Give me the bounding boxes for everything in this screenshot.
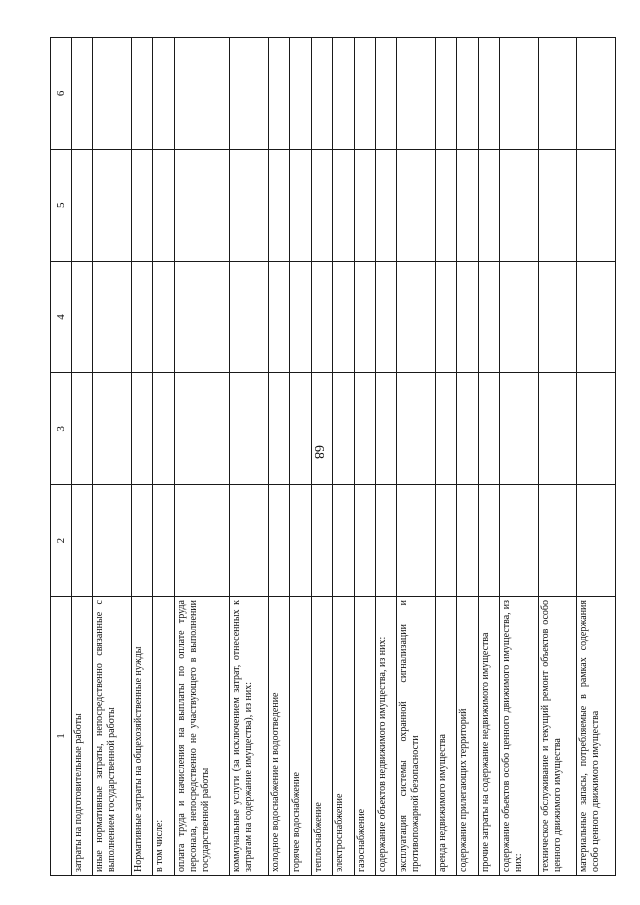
value-cell-col-5: [311, 149, 332, 261]
value-cell-col-3: [457, 373, 478, 485]
value-cell-col-5: [230, 149, 269, 261]
table-row: [478, 38, 499, 876]
value-cell-col-3: [500, 373, 539, 485]
value-cell-col-4: [478, 261, 499, 373]
table-row: [397, 38, 436, 876]
row-label: аренда недвижимого имущества: [435, 597, 456, 876]
cost-table: [50, 37, 616, 876]
value-cell-col-2: [93, 485, 132, 597]
value-cell-col-4: [397, 261, 436, 373]
row-label: прочие затраты на содержание недвижимого имущества: [478, 597, 499, 876]
value-cell-col-3: [290, 373, 311, 485]
value-cell-col-3: [354, 373, 375, 485]
value-cell-col-5: [577, 149, 616, 261]
value-cell-col-4: [376, 261, 397, 373]
value-cell-col-5: [376, 149, 397, 261]
value-cell-col-2: [131, 485, 152, 597]
table-row: [290, 38, 311, 876]
value-cell-col-6: [153, 38, 174, 150]
value-cell-col-5: [290, 149, 311, 261]
value-cell-col-6: [311, 38, 332, 150]
value-cell-col-3: [333, 373, 354, 485]
value-cell-col-6: [174, 38, 230, 150]
value-cell-col-6: [72, 38, 93, 150]
value-cell-col-5: [435, 149, 456, 261]
value-cell-col-4: [311, 261, 332, 373]
value-cell-col-2: [174, 485, 230, 597]
table-row: [376, 38, 397, 876]
value-cell-col-6: [230, 38, 269, 150]
value-cell-col-6: [500, 38, 539, 150]
value-cell-col-5: [354, 149, 375, 261]
column-header-1: 1: [51, 597, 72, 876]
column-header-6: 6: [51, 38, 72, 150]
value-cell-col-3: [376, 373, 397, 485]
value-cell-col-4: [268, 261, 289, 373]
value-cell-col-3: [72, 373, 93, 485]
table-row: [153, 38, 174, 876]
value-cell-col-4: [153, 261, 174, 373]
value-cell-col-2: [538, 485, 577, 597]
table-row: [333, 38, 354, 876]
value-cell-col-6: [268, 38, 289, 150]
row-label: содержание объектов особо ценного движимого имущества, из них:: [500, 597, 539, 876]
value-cell-col-5: [538, 149, 577, 261]
value-cell-col-2: [333, 485, 354, 597]
table-row: [311, 38, 332, 876]
table-row: [500, 38, 539, 876]
table-row: [435, 38, 456, 876]
page-number: 68: [311, 445, 326, 459]
value-cell-col-6: [354, 38, 375, 150]
value-cell-col-6: [131, 38, 152, 150]
value-cell-col-5: [93, 149, 132, 261]
value-cell-col-4: [93, 261, 132, 373]
table-row: [230, 38, 269, 876]
value-cell-col-3: [174, 373, 230, 485]
value-cell-col-2: [311, 485, 332, 597]
value-cell-col-4: [354, 261, 375, 373]
value-cell-col-4: [577, 261, 616, 373]
value-cell-col-2: [153, 485, 174, 597]
value-cell-col-3: [311, 373, 332, 485]
value-cell-col-2: [577, 485, 616, 597]
value-cell-col-2: [290, 485, 311, 597]
value-cell-col-2: [72, 485, 93, 597]
value-cell-col-4: [500, 261, 539, 373]
value-cell-col-5: [500, 149, 539, 261]
value-cell-col-3: [397, 373, 436, 485]
value-cell-col-6: [93, 38, 132, 150]
value-cell-col-6: [457, 38, 478, 150]
value-cell-col-2: [397, 485, 436, 597]
table-row: [577, 38, 616, 876]
value-cell-col-5: [153, 149, 174, 261]
table-row: [268, 38, 289, 876]
column-header-2: 2: [51, 485, 72, 597]
rotated-table-container: [50, 38, 616, 876]
value-cell-col-4: [457, 261, 478, 373]
table-row: [131, 38, 152, 876]
table-row: [354, 38, 375, 876]
row-label: теплоснабжение: [311, 597, 332, 876]
value-cell-col-4: [435, 261, 456, 373]
value-cell-col-5: [72, 149, 93, 261]
value-cell-col-2: [457, 485, 478, 597]
header-row: [51, 38, 72, 876]
value-cell-col-6: [538, 38, 577, 150]
row-label: содержание прилегающих территорий: [457, 597, 478, 876]
value-cell-col-6: [397, 38, 436, 150]
value-cell-col-2: [478, 485, 499, 597]
value-cell-col-6: [290, 38, 311, 150]
value-cell-col-2: [230, 485, 269, 597]
value-cell-col-3: [435, 373, 456, 485]
value-cell-col-6: [577, 38, 616, 150]
value-cell-col-5: [174, 149, 230, 261]
row-label: холодное водоснабжение и водоотведение: [268, 597, 289, 876]
value-cell-col-5: [478, 149, 499, 261]
value-cell-col-4: [290, 261, 311, 373]
table-body: [72, 38, 616, 876]
table-row: [457, 38, 478, 876]
column-header-5: 5: [51, 149, 72, 261]
value-cell-col-3: [230, 373, 269, 485]
value-cell-col-3: [93, 373, 132, 485]
column-header-4: 4: [51, 261, 72, 373]
row-label: эксплуатация системы охранной сигнализации и противопожарной безопасности: [397, 597, 436, 876]
value-cell-col-3: [538, 373, 577, 485]
row-label: материальные запасы, потребляемые в рамках содержания особо ценного движимого имущества: [577, 597, 616, 876]
table-row: [174, 38, 230, 876]
row-label: иные нормативные затраты, непосредственно связанные с выполнением государственной работы: [93, 597, 132, 876]
value-cell-col-5: [131, 149, 152, 261]
row-label: техническое обслуживание и текущий ремонт объектов особо ценного движимого имущества: [538, 597, 577, 876]
row-label: содержание объектов недвижимого имущества, из них:: [376, 597, 397, 876]
value-cell-col-6: [435, 38, 456, 150]
value-cell-col-3: [153, 373, 174, 485]
value-cell-col-2: [500, 485, 539, 597]
value-cell-col-4: [230, 261, 269, 373]
value-cell-col-2: [354, 485, 375, 597]
value-cell-col-2: [268, 485, 289, 597]
value-cell-col-6: [478, 38, 499, 150]
value-cell-col-2: [376, 485, 397, 597]
value-cell-col-3: [478, 373, 499, 485]
value-cell-col-4: [72, 261, 93, 373]
value-cell-col-2: [435, 485, 456, 597]
value-cell-col-5: [457, 149, 478, 261]
value-cell-col-3: [577, 373, 616, 485]
row-label: горячее водоснабжение: [290, 597, 311, 876]
value-cell-col-4: [174, 261, 230, 373]
row-label: коммунальные услуги (за исключением затрат, отнесенных к затратам на содержание имущества), из них:: [230, 597, 269, 876]
value-cell-col-5: [268, 149, 289, 261]
row-label: газоснабжение: [354, 597, 375, 876]
value-cell-col-4: [131, 261, 152, 373]
row-label: Нормативные затраты на общехозяйственные нужды: [131, 597, 152, 876]
value-cell-col-3: [131, 373, 152, 485]
row-label: затраты на подготовительные работы: [72, 597, 93, 876]
row-label: оплата труда и начисления на выплаты по оплате труда персонала, непосредственно не участвующего в выполнении государственной работы: [174, 597, 230, 876]
value-cell-col-6: [333, 38, 354, 150]
row-label: в том числе:: [153, 597, 174, 876]
table-row: [72, 38, 93, 876]
value-cell-col-5: [397, 149, 436, 261]
value-cell-col-5: [333, 149, 354, 261]
table-row: [538, 38, 577, 876]
value-cell-col-6: [376, 38, 397, 150]
column-header-3: 3: [51, 373, 72, 485]
value-cell-col-4: [538, 261, 577, 373]
value-cell-col-4: [333, 261, 354, 373]
table-rotation-frame: [50, 38, 616, 876]
row-label: электроснабжение: [333, 597, 354, 876]
value-cell-col-3: [268, 373, 289, 485]
table-row: [93, 38, 132, 876]
